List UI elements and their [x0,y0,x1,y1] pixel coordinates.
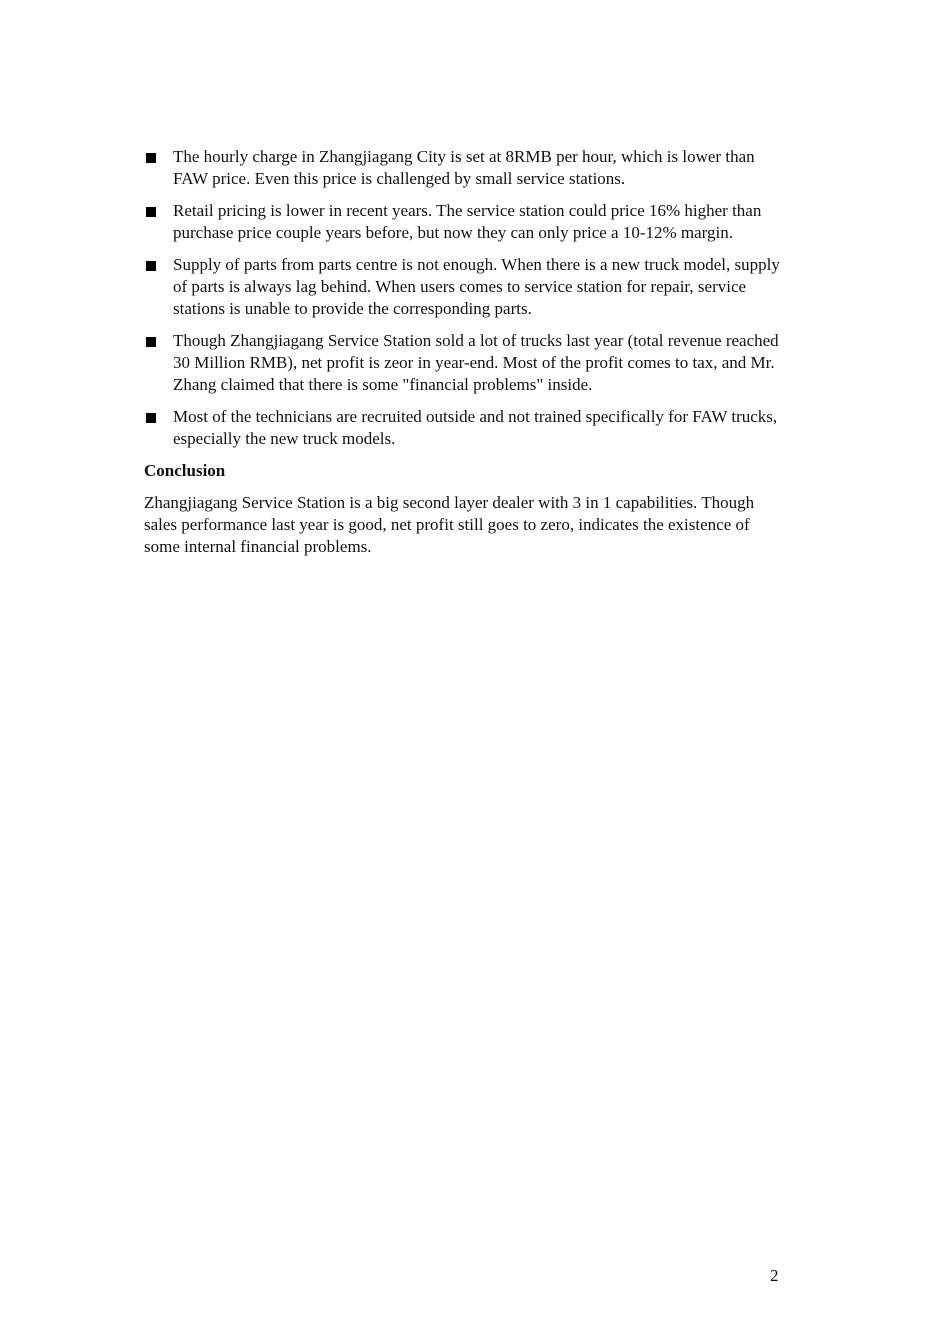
page-content [144,146,784,558]
bullet-list [144,146,784,450]
list-item [144,330,784,396]
conclusion-paragraph: Zhangjiagang Service Station is a big second layer dealer with 3 in 1 capabilities. Though sales performance last year is good, net profit still goes to zero, indicates the existence of some internal financial problems. [144,493,755,556]
black-square-icon [146,337,156,347]
black-square-icon [146,261,156,271]
bullet-text: Most of the technicians are recruited outside and not trained specifically for FAW trucks, especially the new truck models. [173,407,778,448]
conclusion-heading: Conclusion [144,461,226,480]
list-item [144,200,784,244]
list-item [144,146,784,190]
black-square-icon [146,153,156,163]
black-square-icon [146,207,156,217]
page-number: 2 [770,1266,779,1285]
black-square-icon [146,413,156,423]
bullet-text: Though Zhangjiagang Service Station sold a lot of trucks last year (total revenue reached 30 Million RMB), net profit is zeor in year-end. Most of the profit comes to tax, and Mr. Zhang claimed that there is some "financial problems" inside. [173,331,779,394]
bullet-text: Retail pricing is lower in recent years. The service station could price 16% higher than purchase price couple years before, but now they can only price a 10-12% margin. [173,201,762,242]
bullet-text: Supply of parts from parts centre is not enough. When there is a new truck model, supply of parts is always lag behind. When users comes to service station for repair, service stations is unable to provide the corresponding parts. [173,255,780,318]
list-item [144,254,784,320]
bullet-text: The hourly charge in Zhangjiagang City is set at 8RMB per hour, which is lower than FAW price. Even this price is challenged by small service stations. [173,147,755,188]
list-item [144,406,784,450]
